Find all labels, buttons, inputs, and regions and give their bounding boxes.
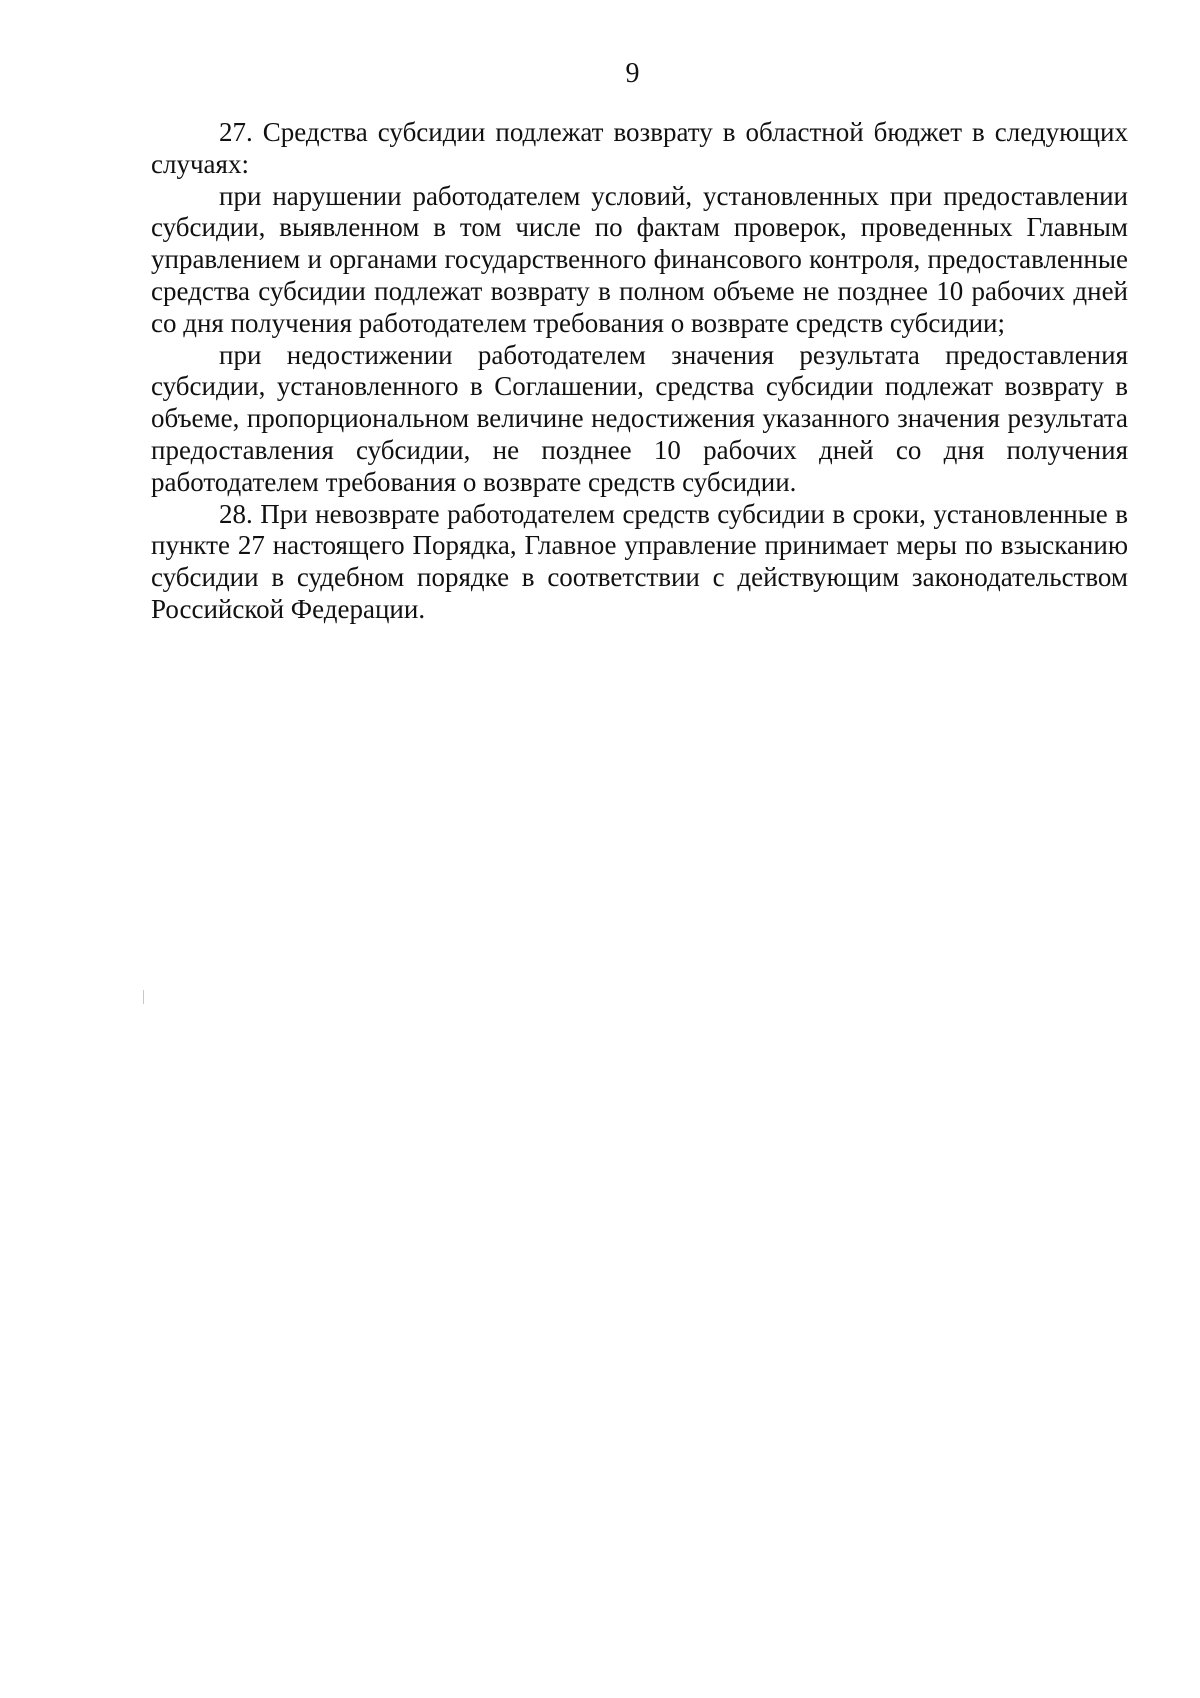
paragraph-non-achievement-case: при недостижении работодателем значения результата предоставления субсидии, установленного в Соглашении, средства субсидии подлежат возврату в объеме, пропорциональном величине недостижения указанного значения результата предоставления субсидии, не позднее 10 рабочих дней со дня получения работодателем требования о возврате средств субсидии. xyxy=(151,339,1128,497)
document-body xyxy=(151,117,1128,626)
page-number: 9 xyxy=(625,58,640,89)
paragraph-27-intro: 27. Средства субсидии подлежат возврату в областной бюджет в следующих случаях: xyxy=(151,117,1128,179)
scan-artifact xyxy=(143,990,144,1004)
paragraph-violation-case: при нарушении работодателем условий, установленных при предоставлении субсидии, выявленном в том числе по фактам проверок, проведенных Главным управлением и органами государственного финансового контроля, предоставленные средства субсидии подлежат возврату в полном объеме не позднее 10 рабочих дней со дня получения работодателем требования о возврате средств субсидии; xyxy=(151,180,1128,338)
paragraph-28: 28. При невозврате работодателем средств субсидии в сроки, установленные в пункте 27 настоящего Порядка, Главное управление принимает меры по взысканию субсидии в судебном порядке в соответствии с действующим законодательством Российской Федерации. xyxy=(151,498,1128,624)
